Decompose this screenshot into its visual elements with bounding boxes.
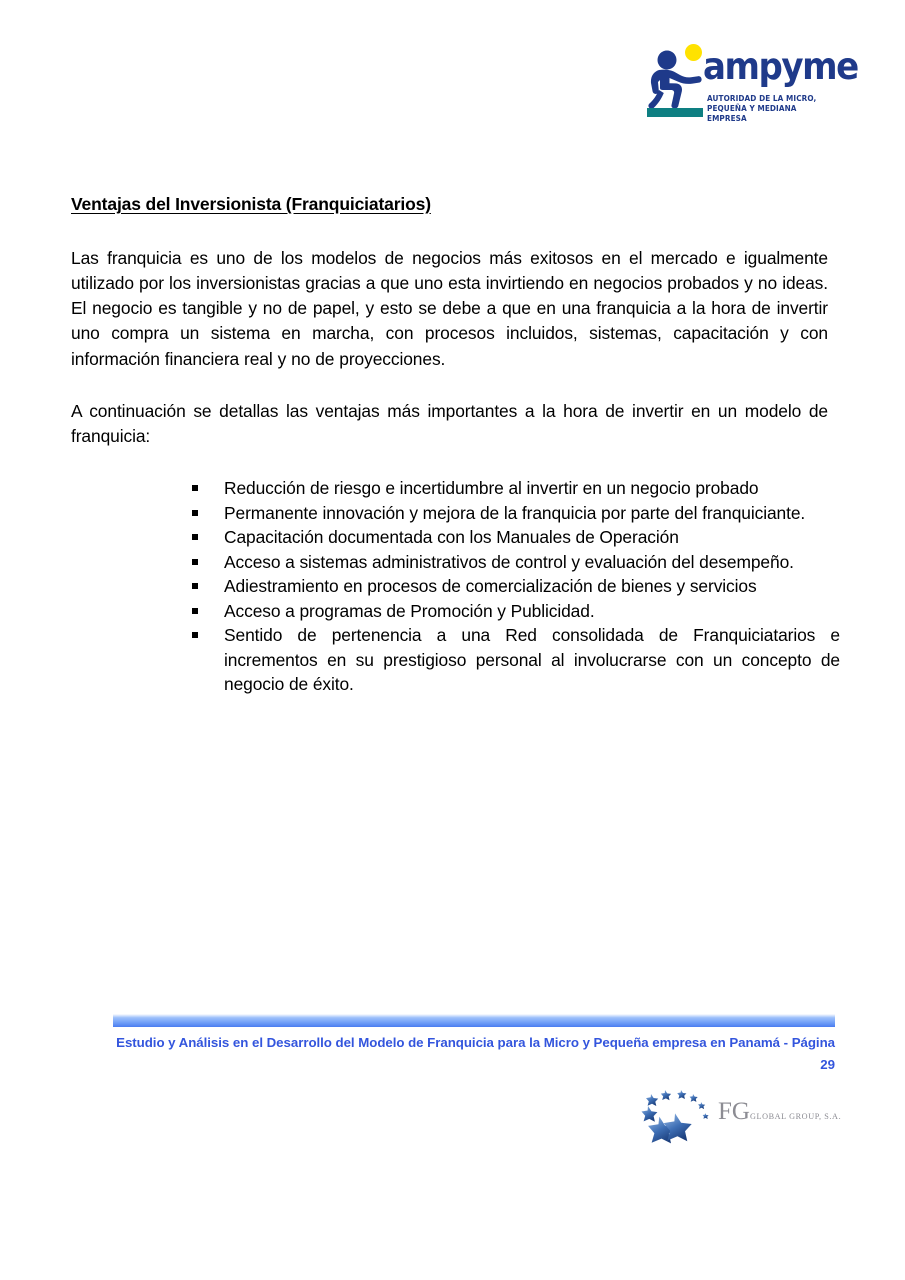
square-bullet-icon (192, 583, 198, 589)
fg-logo-text (718, 1098, 841, 1126)
square-bullet-icon (192, 559, 198, 565)
footer-divider (113, 1014, 835, 1027)
list-item (192, 501, 840, 526)
fg-initials: FG (718, 1098, 750, 1125)
list-item (192, 623, 840, 697)
ampyme-subtitle (707, 94, 834, 124)
list-item (192, 476, 840, 501)
list-item-text: Acceso a sistemas administrativos de control y evaluación del desempeño. (224, 551, 794, 572)
person-figure-icon (647, 50, 703, 108)
paragraph-intro: Las franquicia es uno de los modelos de negocios más exitosos en el mercado e igualmente utilizado por los inversionistas gracias a que uno esta invirtiendo en negocios probados y no ideas. El negocio es tangible y no de papel, y esto se debe a que en una franquicia a la hora de invertir uno compra un sistema en marcha, con procesos incluidos, sistemas, capacitación y con información financiera real y no de proyecciones. (71, 247, 828, 369)
list-item (192, 550, 840, 575)
advantages-list (192, 476, 840, 697)
list-item-text: Reducción de riesgo e incertidumbre al invertir en un negocio probado (224, 478, 759, 499)
list-item-text: Permanente innovación y mejora de la franquicia por parte del franquiciante. (224, 502, 806, 523)
square-bullet-icon (192, 608, 198, 614)
page-title: Ventajas del Inversionista (Franquiciatarios) (71, 194, 431, 214)
list-item-text: Sentido de pertenencia a una Red consolidada de Franquiciatarios e incrementos en su prestigioso personal al involucrarse con un concepto de negocio de éxito. (224, 625, 840, 695)
ampyme-subtitle-line1: AUTORIDAD DE LA MICRO, (707, 94, 817, 103)
square-bullet-icon (192, 510, 198, 516)
ampyme-logo (641, 42, 858, 130)
paragraph-lead-in: A continuación se detallas las ventajas más importantes a la hora de invertir en un modelo de franquicia: (71, 400, 828, 447)
list-item (192, 599, 840, 624)
document-body (71, 194, 840, 697)
square-bullet-icon (192, 534, 198, 540)
square-bullet-icon (192, 632, 198, 638)
stars-circle-icon (636, 1088, 722, 1146)
fg-global-group-logo (636, 1088, 842, 1150)
square-bullet-icon (192, 485, 198, 491)
teal-bar (647, 108, 703, 117)
list-item-text: Adiestramiento en procesos de comercialización de bienes y servicios (224, 576, 757, 597)
ampyme-wordmark: ampyme (703, 45, 858, 88)
list-item (192, 574, 840, 599)
list-item (192, 525, 840, 550)
fg-company-name: GLOBAL GROUP, S.A. (749, 1112, 842, 1121)
footer-caption: Estudio y Análisis en el Desarrollo del Modelo de Franquicia para la Micro y Pequeña empresa en Panamá - Página 29 (116, 1035, 835, 1072)
list-item-text: Acceso a programas de Promoción y Publicidad. (224, 600, 595, 621)
list-item-text: Capacitación documentada con los Manuales de Operación (224, 527, 679, 548)
ampyme-subtitle-line2: PEQUEÑA Y MEDIANA EMPRESA (707, 104, 797, 124)
